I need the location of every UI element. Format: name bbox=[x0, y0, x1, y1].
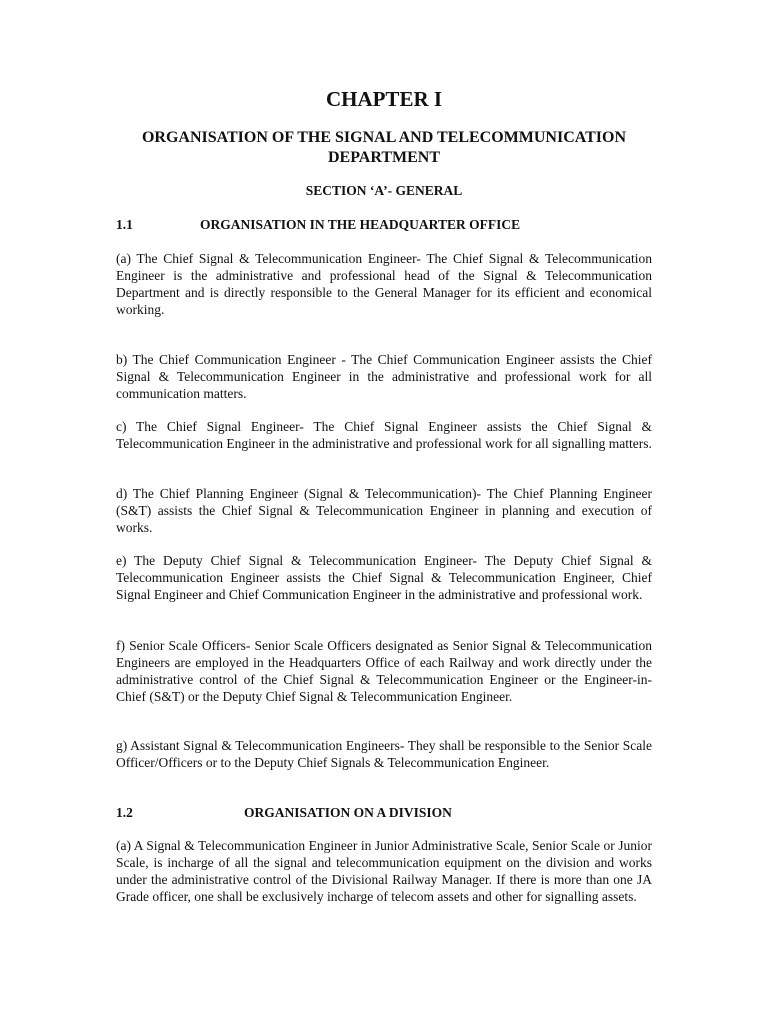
document-title: ORGANISATION OF THE SIGNAL AND TELECOMMUNICATION DEPARTMENT bbox=[141, 129, 627, 166]
paragraph-1-1-d: d) The Chief Planning Engineer (Signal & Telecommunication)- The Chief Planning Engineer (S&T) assists the Chief Signal & Telecommunication Engineer in planning and execution of works. bbox=[116, 486, 652, 535]
chapter-title: CHAPTER I bbox=[325, 87, 443, 111]
paragraph-1-1-g: g) Assistant Signal & Telecommunication Engineers- They shall be responsible to the Senior Scale Officer/Officers or to the Deputy Chief Signals & Telecommunication Engineer. bbox=[116, 738, 652, 770]
paragraph-1-1-a: (a) The Chief Signal & Telecommunication Engineer- The Chief Signal & Telecommunication Engineer is the administrative and professional head of the Signal & Telecommunication Department and is directly responsible to the General Manager for its efficient and economical working. bbox=[116, 251, 652, 317]
paragraph-1-1-e: e) The Deputy Chief Signal & Telecommunication Engineer- The Deputy Chief Signal & Telecommunication Engineer assists the Chief Signal & Telecommunication Engineer, Chief Signal Engineer and Chief Communication Engineer in the administrative and professional work. bbox=[116, 553, 652, 602]
section-heading: SECTION ‘A’- GENERAL bbox=[305, 183, 463, 198]
paragraph-1-2-a: (a) A Signal & Telecommunication Engineer in Junior Administrative Scale, Senior Scale or Junior Scale, is incharge of all the signal and telecommunication equipment on the division and works under the administrative control of the Divisional Railway Manager. If there is more than one JA Grade officer, one shall be exclusively incharge of telecom assets and other for signalling assets. bbox=[116, 838, 652, 904]
subsection-title: ORGANISATION IN THE HEADQUARTER OFFICE bbox=[200, 217, 521, 232]
subsection-title: ORGANISATION ON A DIVISION bbox=[244, 805, 452, 820]
subsection-number: 1.1 bbox=[116, 217, 133, 232]
paragraph-1-1-f: f) Senior Scale Officers- Senior Scale Officers designated as Senior Signal & Telecommunication Engineers are employed in the Headquarters Office of each Railway and work directly under the administrative control of the Chief Signal & Telecommunication Engineer or the Engineer-in-Chief (S&T) or the Deputy Chief Signal & Telecommunication Engineer. bbox=[116, 638, 652, 704]
paragraph-1-1-c: c) The Chief Signal Engineer- The Chief Signal Engineer assists the Chief Signal & Telecommunication Engineer in the administrative and professional work for all signalling matters. bbox=[116, 419, 652, 451]
paragraph-1-1-b: b) The Chief Communication Engineer - The Chief Communication Engineer assists the Chief Signal & Telecommunication Engineer in the administrative and professional work for all communication matters. bbox=[116, 352, 652, 401]
subsection-number: 1.2 bbox=[116, 805, 133, 820]
